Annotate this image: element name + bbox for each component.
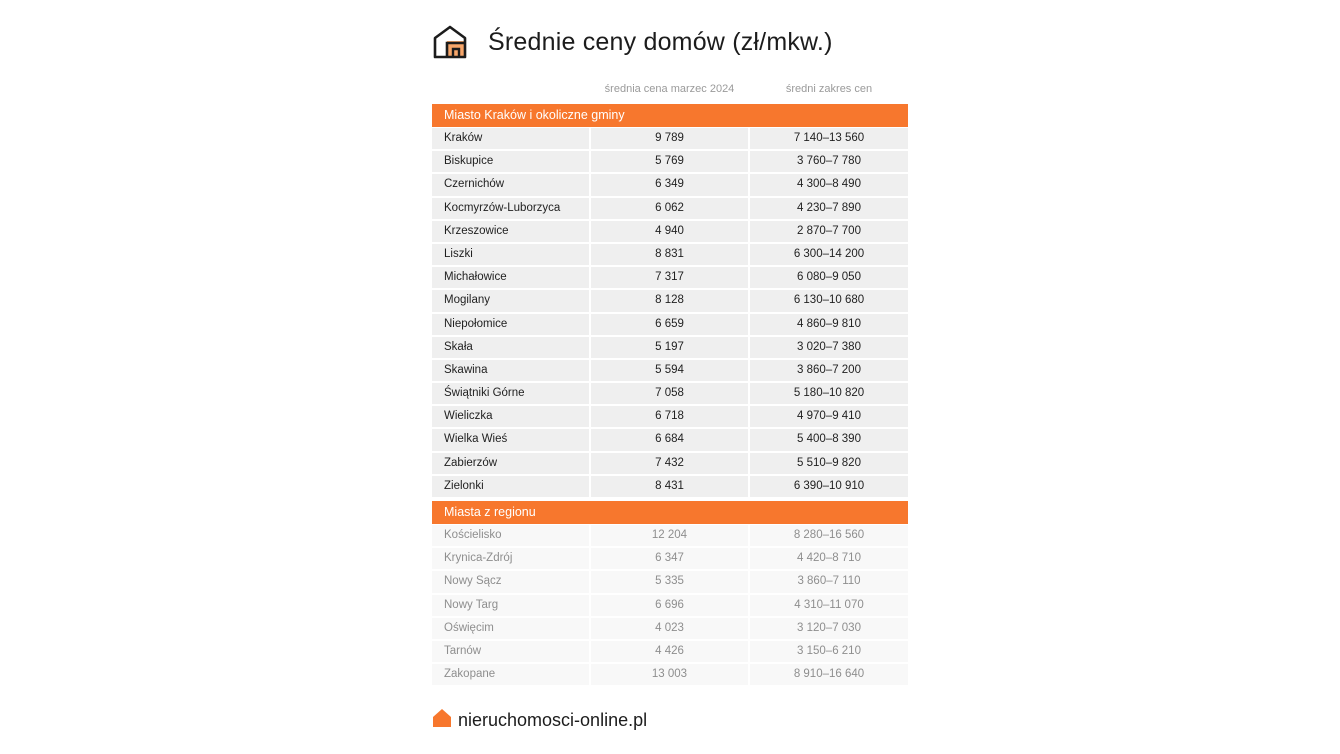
avg-price: 4 023 (591, 618, 748, 639)
avg-price: 8 431 (591, 476, 748, 497)
city-name: Kocmyrzów-Luborzyca (432, 198, 589, 219)
city-name: Kościelisko (432, 525, 589, 546)
table-row (432, 174, 908, 197)
avg-price: 5 335 (591, 571, 748, 592)
avg-price: 8 831 (591, 244, 748, 265)
header (432, 22, 908, 62)
price-range: 6 390–10 910 (750, 476, 908, 497)
table-row (432, 548, 908, 571)
avg-price: 6 696 (591, 595, 748, 616)
city-name: Mogilany (432, 290, 589, 311)
table-row (432, 128, 908, 151)
avg-price: 4 940 (591, 221, 748, 242)
section-heading-krakow: Miasto Kraków i okoliczne gminy (432, 104, 908, 127)
house-icon (432, 24, 468, 60)
city-name: Oświęcim (432, 618, 589, 639)
price-range: 4 860–9 810 (750, 314, 908, 335)
footer (432, 708, 647, 732)
price-range: 3 760–7 780 (750, 151, 908, 172)
city-name: Liszki (432, 244, 589, 265)
table-row (432, 476, 908, 499)
brand-name: nieruchomosci-online.pl (458, 709, 648, 730)
avg-price: 6 659 (591, 314, 748, 335)
price-range: 6 080–9 050 (750, 267, 908, 288)
table-row (432, 618, 908, 641)
city-name: Krzeszowice (432, 221, 589, 242)
table-row (432, 244, 908, 267)
table-row (432, 198, 908, 221)
avg-price: 7 432 (591, 453, 748, 474)
table-row (432, 314, 908, 337)
city-name: Michałowice (432, 267, 589, 288)
city-name: Wieliczka (432, 406, 589, 427)
city-name: Krynica-Zdrój (432, 548, 589, 569)
price-range: 6 130–10 680 (750, 290, 908, 311)
section-rows-region (432, 525, 908, 687)
price-range: 4 310–11 070 (750, 595, 908, 616)
table-row (432, 571, 908, 594)
price-range: 4 970–9 410 (750, 406, 908, 427)
table-row (432, 525, 908, 548)
city-name: Niepołomice (432, 314, 589, 335)
table-row (432, 267, 908, 290)
avg-price: 6 062 (591, 198, 748, 219)
city-name: Nowy Sącz (432, 571, 589, 592)
table-row (432, 383, 908, 406)
city-name: Świątniki Górne (432, 383, 589, 404)
avg-price: 4 426 (591, 641, 748, 662)
price-range: 5 400–8 390 (750, 429, 908, 450)
price-range: 5 180–10 820 (750, 383, 908, 404)
avg-price: 12 204 (591, 525, 748, 546)
price-range: 3 020–7 380 (750, 337, 908, 358)
price-range: 8 910–16 640 (750, 664, 908, 685)
avg-price: 9 789 (591, 128, 748, 149)
avg-price: 6 347 (591, 548, 748, 569)
price-range: 7 140–13 560 (750, 128, 908, 149)
table-row (432, 221, 908, 244)
table-row (432, 453, 908, 476)
city-name: Nowy Targ (432, 595, 589, 616)
price-range: 3 860–7 200 (750, 360, 908, 381)
avg-price: 5 197 (591, 337, 748, 358)
section-rows-krakow (432, 128, 908, 499)
price-range: 8 280–16 560 (750, 525, 908, 546)
price-range: 3 120–7 030 (750, 618, 908, 639)
table-row (432, 641, 908, 664)
city-name: Kraków (432, 128, 589, 149)
avg-price: 5 769 (591, 151, 748, 172)
table-row (432, 151, 908, 174)
price-range: 3 860–7 110 (750, 571, 908, 592)
avg-price: 6 684 (591, 429, 748, 450)
city-name: Zabierzów (432, 453, 589, 474)
table-row (432, 429, 908, 452)
column-header-avg: średnia cena marzec 2024 (604, 83, 735, 95)
avg-price: 6 718 (591, 406, 748, 427)
column-headers (432, 83, 908, 99)
city-name: Biskupice (432, 151, 589, 172)
city-name: Zakopane (432, 664, 589, 685)
table-row (432, 664, 908, 687)
table-row (432, 337, 908, 360)
price-range: 3 150–6 210 (750, 641, 908, 662)
page-title: Średnie ceny domów (zł/mkw.) (488, 27, 833, 56)
city-name: Wielka Wieś (432, 429, 589, 450)
city-name: Tarnów (432, 641, 589, 662)
price-range: 5 510–9 820 (750, 453, 908, 474)
table-row (432, 290, 908, 313)
city-name: Zielonki (432, 476, 589, 497)
price-range: 4 230–7 890 (750, 198, 908, 219)
city-name: Skawina (432, 360, 589, 381)
avg-price: 13 003 (591, 664, 748, 685)
avg-price: 7 058 (591, 383, 748, 404)
city-name: Czernichów (432, 174, 589, 195)
section-heading-region: Miasta z regionu (432, 501, 908, 524)
column-header-range: średni zakres cen (785, 83, 873, 95)
table-row (432, 406, 908, 429)
table-row (432, 360, 908, 383)
price-range: 4 420–8 710 (750, 548, 908, 569)
avg-price: 7 317 (591, 267, 748, 288)
avg-price: 8 128 (591, 290, 748, 311)
city-name: Skała (432, 337, 589, 358)
avg-price: 5 594 (591, 360, 748, 381)
price-range: 6 300–14 200 (750, 244, 908, 265)
house-logo-icon (432, 708, 452, 733)
price-range: 2 870–7 700 (750, 221, 908, 242)
price-range: 4 300–8 490 (750, 174, 908, 195)
avg-price: 6 349 (591, 174, 748, 195)
table-row (432, 595, 908, 618)
